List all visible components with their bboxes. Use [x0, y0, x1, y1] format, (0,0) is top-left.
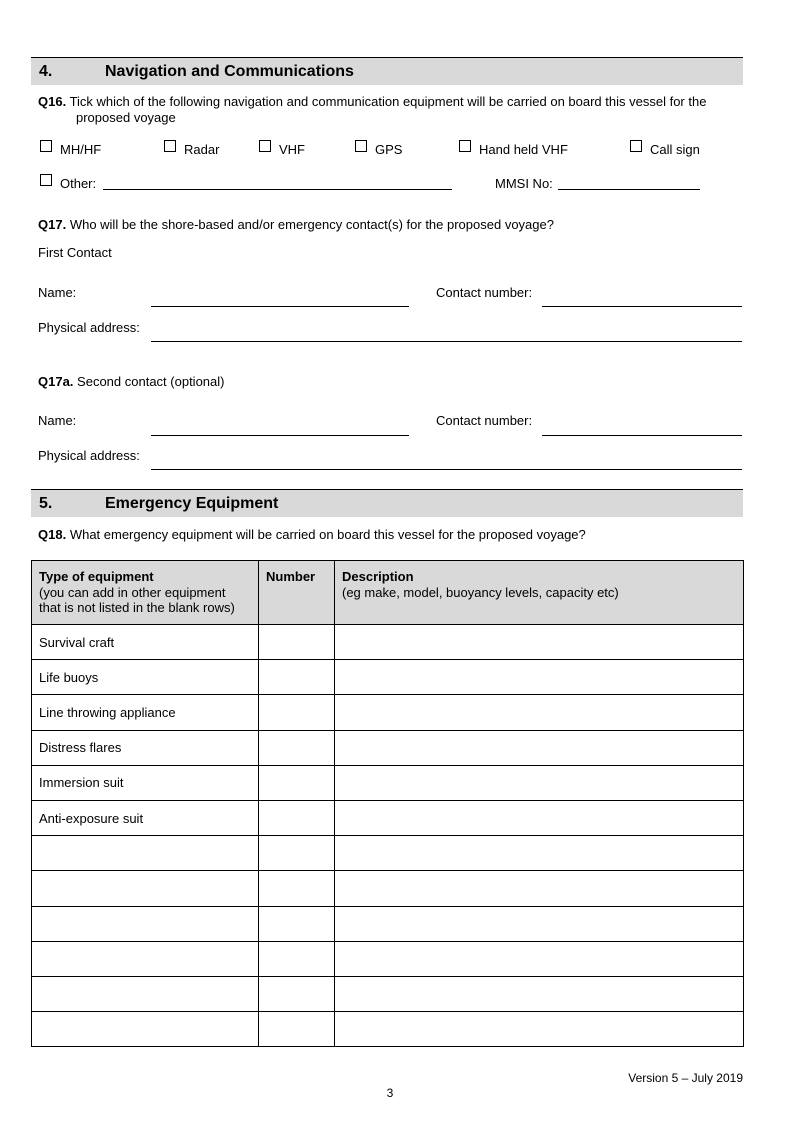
number-cell[interactable]	[259, 906, 335, 941]
name-label: Name:	[38, 413, 77, 428]
table-row	[32, 660, 744, 695]
number-header	[259, 561, 335, 625]
table-row	[32, 871, 744, 906]
equipment-type-cell[interactable]	[32, 1012, 259, 1047]
contact-number-label: Contact number:	[436, 413, 533, 428]
page-number: 3	[386, 1086, 394, 1100]
description-cell[interactable]	[335, 625, 744, 660]
other-input[interactable]	[103, 189, 452, 190]
number-cell[interactable]	[259, 800, 335, 835]
equipment-type-cell[interactable]	[32, 871, 259, 906]
section-title: Emergency Equipment	[105, 495, 279, 512]
q17-text: Who will be the shore-based and/or emergency contact(s) for the proposed voyage?	[69, 217, 554, 232]
checkbox-other[interactable]	[40, 174, 52, 186]
first-contact-number-input[interactable]	[542, 306, 742, 307]
number-cell[interactable]	[259, 765, 335, 800]
description-cell[interactable]	[335, 800, 744, 835]
option-label: MH/HF	[60, 142, 102, 157]
type-of-equipment-header	[32, 561, 259, 625]
description-cell[interactable]	[335, 941, 744, 976]
header-subtitle: (you can add in other equipment	[39, 584, 226, 600]
description-cell[interactable]	[335, 660, 744, 695]
table-row	[32, 1012, 744, 1047]
header-title: Description	[342, 569, 414, 584]
first-contact-name-input[interactable]	[151, 306, 409, 307]
option-label: VHF	[279, 142, 305, 157]
q16-question	[38, 94, 743, 110]
address-label: Physical address:	[38, 448, 140, 463]
table-row	[32, 730, 744, 765]
number-cell[interactable]	[259, 871, 335, 906]
table-row	[32, 625, 744, 660]
section-4-header	[31, 57, 743, 85]
table-row	[32, 765, 744, 800]
q17a-text: Second contact (optional)	[77, 374, 225, 389]
option-label: Radar	[184, 142, 220, 157]
q17-label: Q17.	[38, 217, 67, 232]
second-contact-number-input[interactable]	[542, 435, 742, 436]
contact-number-label: Contact number:	[436, 285, 533, 300]
table-row	[32, 800, 744, 835]
description-header	[335, 561, 744, 625]
description-cell[interactable]	[335, 871, 744, 906]
section-title: Navigation and Communications	[105, 63, 354, 80]
checkbox-gps[interactable]	[355, 140, 367, 152]
table-row	[32, 941, 744, 976]
number-cell[interactable]	[259, 976, 335, 1011]
number-cell[interactable]	[259, 695, 335, 730]
emergency-equipment-table	[31, 560, 744, 1047]
number-cell[interactable]	[259, 730, 335, 765]
equipment-type-cell[interactable]: Line throwing appliance	[32, 695, 259, 730]
option-label: Call sign	[650, 142, 700, 157]
number-cell[interactable]	[259, 941, 335, 976]
equipment-type-cell[interactable]	[32, 906, 259, 941]
table-row	[32, 836, 744, 871]
description-cell[interactable]	[335, 765, 744, 800]
name-label: Name:	[38, 285, 77, 300]
option-label: GPS	[375, 142, 403, 157]
table-header-row	[32, 561, 744, 625]
q16-question-line2: proposed voyage	[76, 110, 176, 125]
description-cell[interactable]	[335, 836, 744, 871]
q16-text: Tick which of the following navigation and communication equipment will be carried on board this vessel for the	[69, 94, 707, 109]
second-contact-address-input[interactable]	[151, 469, 742, 470]
equipment-type-cell[interactable]: Survival craft	[32, 625, 259, 660]
equipment-type-cell[interactable]: Immersion suit	[32, 765, 259, 800]
number-cell[interactable]	[259, 660, 335, 695]
checkbox-hand-held-vhf[interactable]	[459, 140, 471, 152]
q16-label: Q16.	[38, 94, 67, 109]
q18-label: Q18.	[38, 527, 67, 542]
header-title: Number	[266, 569, 316, 584]
equipment-type-cell[interactable]	[32, 976, 259, 1011]
checkbox-vhf[interactable]	[259, 140, 271, 152]
equipment-type-cell[interactable]: Life buoys	[32, 660, 259, 695]
section-5-header	[31, 489, 743, 517]
mmsi-label: MMSI No:	[495, 176, 553, 191]
equipment-type-cell[interactable]: Distress flares	[32, 730, 259, 765]
section-number: 4.	[39, 63, 53, 80]
q18-question	[38, 527, 586, 543]
section-number: 5.	[39, 495, 53, 512]
q17a-label: Q17a.	[38, 374, 74, 389]
option-label: Hand held VHF	[479, 142, 568, 157]
description-cell[interactable]	[335, 1012, 744, 1047]
first-contact-heading: First Contact	[38, 245, 112, 260]
table-row	[32, 906, 744, 941]
q18-text: What emergency equipment will be carried on board this vessel for the proposed voyage?	[69, 527, 586, 542]
equipment-type-cell[interactable]	[32, 941, 259, 976]
table-row	[32, 695, 744, 730]
equipment-type-cell[interactable]	[32, 836, 259, 871]
q17-question	[38, 217, 554, 233]
number-cell[interactable]	[259, 625, 335, 660]
second-contact-name-input[interactable]	[151, 435, 409, 436]
description-cell[interactable]	[335, 730, 744, 765]
version-footer: Version 5 – July 2019	[628, 1071, 743, 1085]
description-cell[interactable]	[335, 906, 744, 941]
description-cell[interactable]	[335, 695, 744, 730]
first-contact-address-input[interactable]	[151, 341, 742, 342]
header-subtitle: (eg make, model, buoyancy levels, capacity etc)	[342, 584, 619, 600]
equipment-type-cell[interactable]: Anti-exposure suit	[32, 800, 259, 835]
header-title: Type of equipment	[39, 569, 154, 584]
header-subtitle: that is not listed in the blank rows)	[39, 600, 235, 615]
description-cell[interactable]	[335, 976, 744, 1011]
number-cell[interactable]	[259, 1012, 335, 1047]
number-cell[interactable]	[259, 836, 335, 871]
mmsi-input[interactable]	[558, 189, 700, 190]
checkbox-call-sign[interactable]	[630, 140, 642, 152]
table-row	[32, 976, 744, 1011]
q17a-question	[38, 374, 224, 390]
other-label: Other:	[60, 176, 97, 191]
address-label: Physical address:	[38, 320, 140, 335]
checkbox-mh-hf[interactable]	[40, 140, 52, 152]
checkbox-radar[interactable]	[164, 140, 176, 152]
